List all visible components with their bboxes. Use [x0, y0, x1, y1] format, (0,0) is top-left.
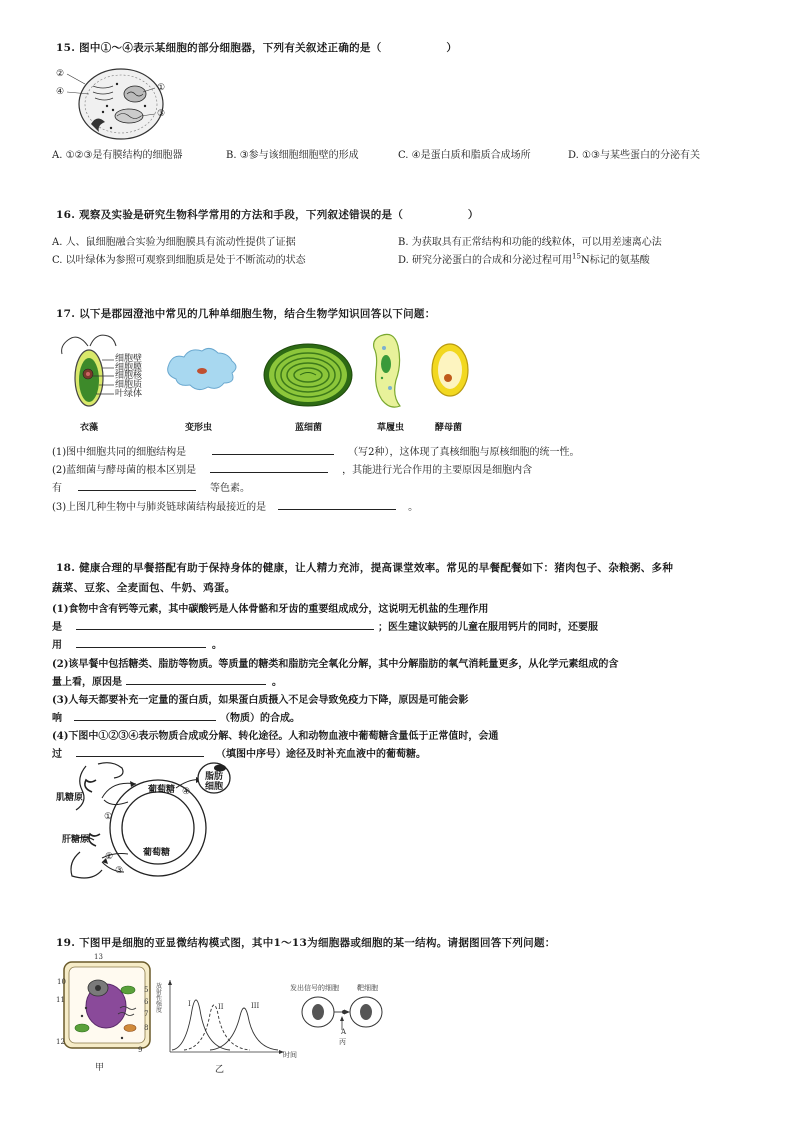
curve-label-3: III [251, 1002, 260, 1010]
curve-label-2: II [218, 1003, 224, 1011]
label-cell-wall: 细胞壁 [115, 354, 143, 364]
cyanobacterium-figure [262, 342, 354, 408]
amoeba-figure [162, 345, 244, 395]
q17-title: 17. 以下是郡园澄池中常见的几种单细胞生物，结合生物学知识回答以下问题： [56, 308, 436, 320]
q18-blank-2[interactable] [76, 637, 206, 648]
q16-option-a: A. 人、鼠细胞融合实验为细胞膜具有流动性提供了证据 [52, 237, 296, 248]
label-glucose-top: 葡萄糖 [148, 785, 176, 795]
q17-blank-1[interactable] [212, 444, 334, 455]
label-paramecium: 草履虫 [377, 423, 405, 433]
q17-blank-3[interactable] [78, 480, 196, 491]
q18-step-2: ② [105, 852, 114, 862]
q16-option-b: B. 为获取具有正常结构和功能的线粒体，可以用差速离心法 [398, 237, 662, 248]
label-chlamydomonas: 衣藻 [80, 423, 99, 433]
q15-label-1: ① [157, 83, 166, 93]
q18-p2-line2: 量上看，原因是 。 [52, 673, 282, 688]
q18-p1-line3: 用 。 [52, 636, 222, 651]
cell-num-13: 13 [94, 953, 103, 961]
q18-title-1: 18. 健康合理的早餐搭配有助于保持身体的健康，让人精力充沛，提高课堂效率。常见的早餐配餐如下：猪肉包子、杂粮粥、多种 [56, 562, 674, 574]
q17-blank-4[interactable] [278, 499, 396, 510]
q17-line3: (3)上图几种生物中与肺炎链球菌结构最接近的是 。 [52, 498, 418, 513]
q15-option-d: D. ①③与某些蛋白的分泌有关 [568, 150, 700, 161]
label-amoeba: 变形虫 [185, 423, 213, 433]
curve-label-1: I [188, 1000, 191, 1008]
label-fig-yi: 乙 [215, 1065, 225, 1075]
q18-blank-1[interactable] [76, 619, 374, 630]
cell-num-9: 9 [138, 1046, 143, 1054]
q15-label-2: ② [56, 69, 65, 79]
cell-num-7: 7 [144, 1010, 149, 1018]
q18-blank-3[interactable] [126, 674, 266, 685]
q18-p1-line2: 是 ；医生建议缺钙的儿童在服用钙片的同时，还要服 [52, 618, 598, 633]
q18-p4-line2: 过 （填图中序号）途径及时补充血液中的葡萄糖。 [52, 745, 426, 760]
q15-label-4: ④ [56, 87, 65, 97]
q18-p1-line1: (1)食物中含有钙等元素，其中碳酸钙是人体骨骼和牙齿的重要组成成分，这说明无机盐的生理作用 [52, 604, 489, 615]
q16-option-d: D. 研究分泌蛋白的合成和分泌过程可用$^{15}$N标记的氨基酸 [398, 252, 650, 266]
chlamydomonas-labels [115, 355, 142, 399]
q15-option-b: B. ③参与该细胞细胞壁的形成 [226, 150, 359, 161]
label-nucleus: 细胞核 [115, 371, 143, 382]
label-cytoplasm: 细胞质 [115, 380, 143, 391]
label-signal-a: A [341, 1028, 347, 1036]
q19-yi-ylabel: 放射性强度 [156, 983, 163, 1014]
label-cell-membrane: 细胞膜 [115, 362, 143, 373]
label-fig-jia: 甲 [95, 1063, 105, 1073]
q18-p4-line1: (4)下图中①②③④表示物质合成或分解、转化途径。人和动物血液中葡萄糖含量低于正常值时，会通 [52, 731, 499, 742]
q19-cell-signaling-diagram [298, 990, 408, 1050]
q18-title-2: 蔬菜、豆浆、全麦面包、牛奶、鸡蛋。 [52, 582, 236, 594]
label-signal-cell: 发出信号的细胞 [290, 984, 339, 992]
q15-cell-diagram [55, 66, 175, 146]
label-muscle-glycogen: 肌糖原 [56, 793, 84, 803]
q15-option-c: C. ④是蛋白质和脂质合成场所 [398, 150, 531, 161]
q17-blank-2[interactable] [210, 462, 328, 473]
q19-yi-xlabel: 时间 [283, 1051, 297, 1059]
cell-num-5: 5 [144, 986, 149, 994]
q15-option-a: A. ①②③是有膜结构的细胞器 [52, 150, 183, 161]
q18-metabolism-diagram [58, 758, 228, 886]
q17-line2-cont: 有 等色素。 [52, 479, 250, 494]
q18-blank-4[interactable] [74, 710, 216, 721]
label-fat-cell: 脂肪 细胞 [205, 772, 224, 792]
q15-title: 15. 图中①～④表示某细胞的部分细胞器，下列有关叙述正确的是（ ） [56, 42, 458, 54]
cell-num-8: 8 [144, 1024, 149, 1032]
q18-p2-line1: (2)该早餐中包括糖类、脂肪等物质。等质量的糖类和脂肪完全氧化分解，其中分解脂肪的氧气消耗量更多，从化学元素组成的含 [52, 659, 619, 670]
label-glucose-bottom: 葡萄糖 [143, 848, 171, 858]
q18-p3-line2: 响 （物质）的合成。 [52, 709, 300, 724]
q15-label-3: ③ [157, 109, 166, 119]
label-chloroplast: 叶绿体 [115, 388, 143, 399]
cell-num-10: 10 [57, 978, 66, 986]
label-cyanobacterium: 蓝细菌 [295, 423, 323, 433]
q17-line2: (2)蓝细菌与酵母菌的根本区别是 ，其能进行光合作用的主要原因是细胞内含 [52, 461, 532, 476]
label-fig-bing: 丙 [339, 1038, 346, 1046]
q19-title: 19. 下图甲是细胞的亚显微结构模式图，其中1～13为细胞器或细胞的某一结构。请据图回答下列问题： [56, 937, 556, 949]
label-yeast: 酵母菌 [435, 423, 463, 433]
cell-num-12: 12 [56, 1038, 65, 1046]
q19-radioactivity-chart [160, 978, 290, 1058]
yeast-figure [428, 340, 472, 400]
q18-step-3: ③ [115, 866, 124, 876]
q18-blank-5[interactable] [76, 746, 204, 757]
label-liver-glycogen: 肝糖原 [62, 835, 90, 845]
q16-option-c: C. 以叶绿体为参照可观察到细胞质是处于不断流动的状态 [52, 255, 306, 266]
label-target-cell: 靶细胞 [357, 984, 378, 992]
q18-step-4: ④ [182, 787, 191, 797]
q19-plant-cell-diagram [58, 958, 158, 1058]
q18-p3-line1: (3)人每天都要补充一定量的蛋白质，如果蛋白质摄入不足会导致免疫力下降，原因是可能会影 [52, 695, 469, 706]
q16-title: 16. 观察及实验是研究生物科学常用的方法和手段，下列叙述错误的是（ ） [56, 209, 479, 221]
paramecium-figure [366, 330, 410, 412]
cell-num-6: 6 [144, 998, 149, 1006]
q17-line1: (1)图中细胞共同的细胞结构是 （写2种），这体现了真核细胞与原核细胞的统一性。 [52, 443, 580, 458]
cell-num-11: 11 [56, 996, 65, 1004]
q18-step-1: ① [104, 812, 113, 822]
